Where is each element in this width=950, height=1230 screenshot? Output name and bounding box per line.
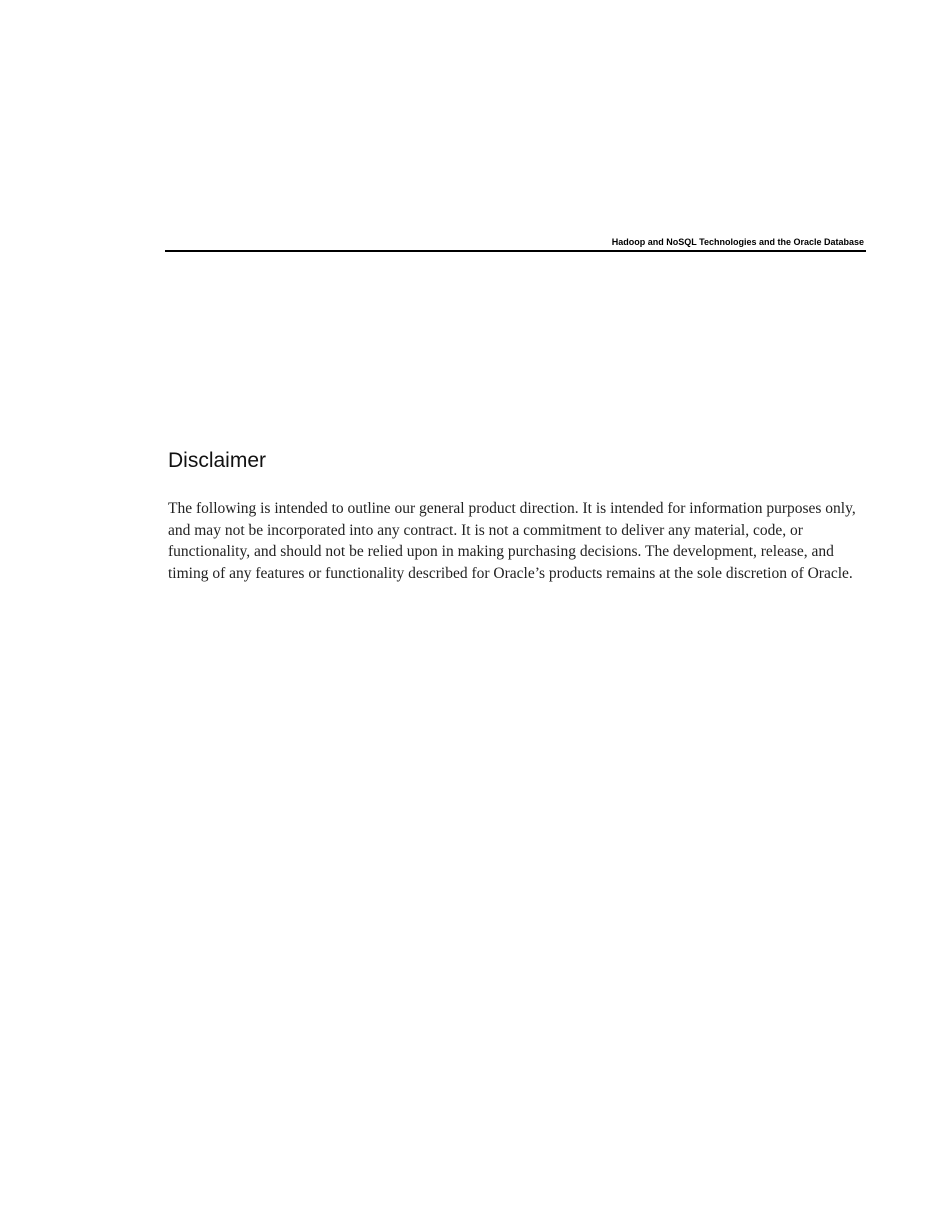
running-header-title: Hadoop and NoSQL Technologies and the Oracle Database xyxy=(611,237,864,247)
disclaimer-heading: Disclaimer xyxy=(168,449,267,472)
disclaimer-paragraph: The following is intended to outline our general product direction. It is intended for information purposes only, and may not be incorporated into any contract. It is not a commitment to deliver any material, code, or functionality, and should not be relied upon in making purchasing decisions. The development, release, and timing of any features or functionality described for Oracle’s products remains at the sole discretion of Oracle. xyxy=(168,500,856,582)
running-header xyxy=(165,236,866,252)
